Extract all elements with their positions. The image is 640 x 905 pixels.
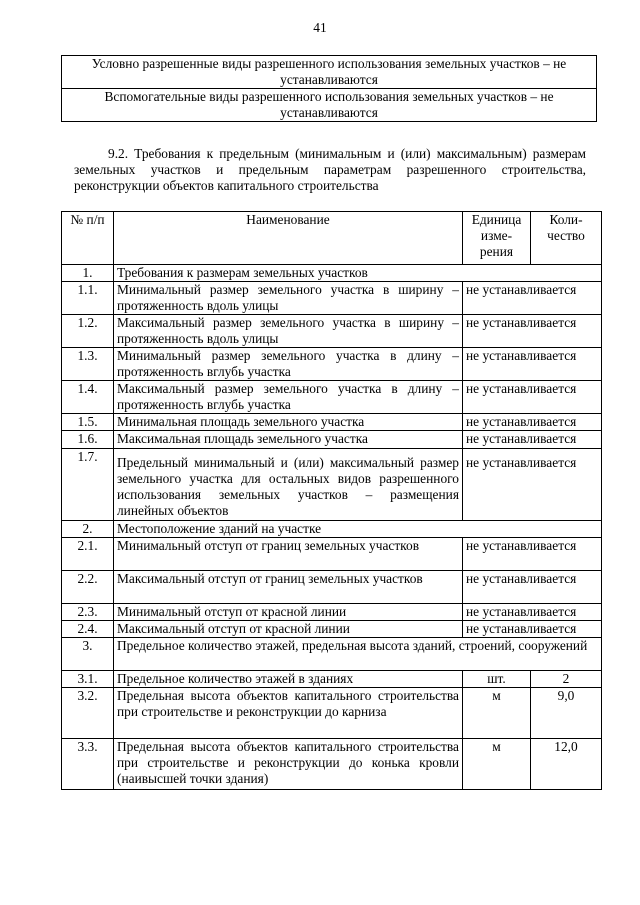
table-row	[62, 282, 602, 315]
parameter-name-cell: Предельный минимальный и (или) максимальный размер земельного участка для остальных видов разрешенного использования земельных участков – размещения линейных объектов	[114, 449, 463, 521]
table-row	[62, 604, 602, 621]
unit-cell: м	[463, 739, 531, 790]
unit-cell: м	[463, 688, 531, 739]
parameter-value-cell: не устанавливается	[463, 414, 602, 431]
parameter-name-cell: Минимальная площадь земельного участка	[114, 414, 463, 431]
row-number-cell: 3.1.	[62, 671, 114, 688]
parameter-name-cell: Предельное количество этажей в зданиях	[114, 671, 463, 688]
row-number-cell: 2.3.	[62, 604, 114, 621]
row-number-cell: 2.1.	[62, 538, 114, 571]
table-row	[62, 56, 597, 89]
section-title-cell: Требования к размерам земельных участков	[114, 265, 602, 282]
parameter-value-cell: не устанавливается	[463, 431, 602, 449]
parameter-name-cell: Предельная высота объектов капитального строительства при строительстве и реконструкции до конька кровли (наивысшей точки здания)	[114, 739, 463, 790]
row-number-cell: 3.	[62, 638, 114, 671]
parameter-name-cell: Минимальный размер земельного участка в ширину – протяженность вдоль улицы	[114, 282, 463, 315]
row-number-cell: 1.5.	[62, 414, 114, 431]
row-number-cell: 1.7.	[62, 449, 114, 521]
table-row	[62, 671, 602, 688]
parameter-value-cell: не устанавливается	[463, 571, 602, 604]
section-heading-paragraph: 9.2. Требования к предельным (минимальным и (или) максимальным) размерам земельных участков и предельным параметрам разрешенного строительства, реконструкции объектов капитального строительства	[74, 146, 586, 193]
parameter-name-cell: Минимальный отступ от границ земельных участков	[114, 538, 463, 571]
table-row	[62, 381, 602, 414]
quantity-cell: 2	[531, 671, 602, 688]
table-row	[62, 449, 602, 521]
row-number-cell: 1.3.	[62, 348, 114, 381]
row-number-cell: 3.3.	[62, 739, 114, 790]
unit-cell: шт.	[463, 671, 531, 688]
table-row	[62, 265, 602, 282]
parameter-name-cell: Максимальная площадь земельного участка	[114, 431, 463, 449]
row-number-cell: 1.	[62, 265, 114, 282]
header-qty: Коли-чество	[531, 212, 602, 265]
parameter-value-cell: не устанавливается	[463, 621, 602, 638]
parameter-value-cell: не устанавливается	[463, 348, 602, 381]
table-row	[62, 521, 602, 538]
parameter-name-cell: Максимальный размер земельного участка в ширину – протяженность вдоль улицы	[114, 315, 463, 348]
table-row	[62, 688, 602, 739]
section-title-cell: Предельное количество этажей, предельная высота зданий, строений, сооружений	[114, 638, 602, 671]
parameter-name-cell: Предельная высота объектов капитального строительства при строительстве и реконструкции до карниза	[114, 688, 463, 739]
table-row	[62, 414, 602, 431]
parameter-value-cell: не устанавливается	[463, 315, 602, 348]
row-number-cell: 1.4.	[62, 381, 114, 414]
table-row	[62, 638, 602, 671]
header-unit: Единица изме-рения	[463, 212, 531, 265]
row-number-cell: 3.2.	[62, 688, 114, 739]
quantity-cell: 12,0	[531, 739, 602, 790]
parameter-value-cell: не устанавливается	[463, 381, 602, 414]
row-number-cell: 1.1.	[62, 282, 114, 315]
table-row	[62, 348, 602, 381]
parameter-name-cell: Минимальный размер земельного участка в длину – протяженность вглубь участка	[114, 348, 463, 381]
row-number-cell: 2.2.	[62, 571, 114, 604]
header-name: Наименование	[114, 212, 463, 265]
table-row	[62, 431, 602, 449]
parameter-name-cell: Максимальный размер земельного участка в длину – протяженность вглубь участка	[114, 381, 463, 414]
page-number: 41	[313, 20, 327, 35]
row-number-cell: 2.4.	[62, 621, 114, 638]
header-num: № п/п	[62, 212, 114, 265]
table-row	[62, 571, 602, 604]
parameter-name-cell: Минимальный отступ от красной линии	[114, 604, 463, 621]
table-row	[62, 621, 602, 638]
parameter-value-cell: не устанавливается	[463, 604, 602, 621]
table-row	[62, 315, 602, 348]
section-title-cell: Местоположение зданий на участке	[114, 521, 602, 538]
table-row	[62, 89, 597, 122]
quantity-cell: 9,0	[531, 688, 602, 739]
table-row	[62, 739, 602, 790]
parameter-name-cell: Максимальный отступ от границ земельных участков	[114, 571, 463, 604]
parameter-value-cell: не устанавливается	[463, 449, 602, 521]
row-number-cell: 2.	[62, 521, 114, 538]
auxiliary-use-cell: Вспомогательные виды разрешенного использования земельных участков – не устанавливаются	[62, 89, 597, 122]
parameters-table	[61, 211, 602, 790]
permitted-use-table	[61, 55, 597, 122]
table-header-row	[62, 212, 602, 265]
conditional-use-cell: Условно разрешенные виды разрешенного использования земельных участков – не устанавливаются	[62, 56, 597, 89]
parameter-name-cell: Максимальный отступ от красной линии	[114, 621, 463, 638]
row-number-cell: 1.2.	[62, 315, 114, 348]
parameter-value-cell: не устанавливается	[463, 282, 602, 315]
table-row	[62, 538, 602, 571]
row-number-cell: 1.6.	[62, 431, 114, 449]
parameter-value-cell: не устанавливается	[463, 538, 602, 571]
